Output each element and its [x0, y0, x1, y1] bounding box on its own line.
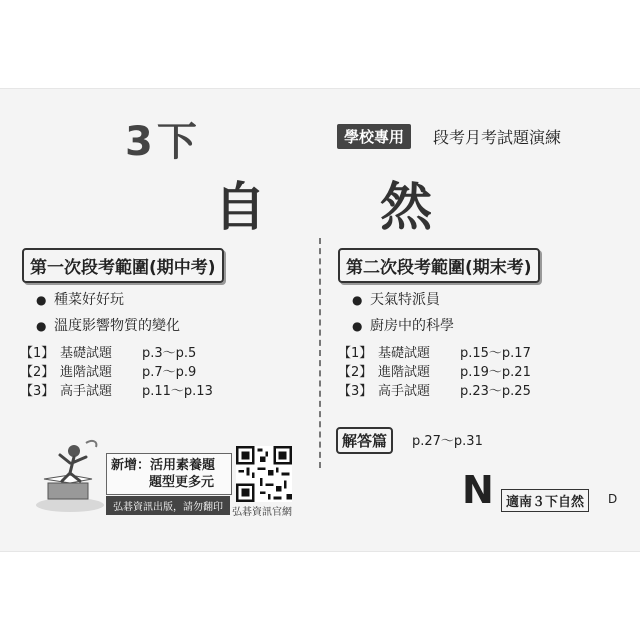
test-pages: p.11～p.13: [142, 384, 213, 399]
second-exam-range-title: 第二次段考範圍(期末考): [338, 248, 540, 283]
test-name: 進階試題: [378, 365, 431, 380]
promo-line-2: 題型更多元: [149, 475, 215, 490]
topic-label: 溫度影響物質的變化: [54, 318, 180, 334]
test-row: [338, 361, 531, 380]
bullet-icon: ●: [36, 293, 47, 307]
badge-subtitle: 段考月考試題演練: [433, 128, 562, 147]
promo-box: [106, 453, 232, 495]
qr-caption: 弘碁資訊官網: [232, 507, 292, 518]
test-name: 基礎試題: [378, 346, 431, 361]
bullet-icon: ●: [36, 319, 47, 333]
test-row: [20, 361, 196, 380]
test-pages: p.19～p.21: [460, 365, 531, 380]
test-row: [338, 342, 531, 361]
test-pages: p.15～p.17: [460, 346, 531, 361]
edition-label: 適南３下自然: [501, 489, 589, 512]
test-row: [20, 380, 213, 399]
answers-pages: p.27～p.31: [412, 434, 483, 449]
test-name: 進階試題: [60, 365, 113, 380]
subject-title-char-2: 然: [380, 177, 433, 238]
test-tag: 【2】: [338, 365, 373, 380]
publisher-notice: 弘碁資訊出版，請勿翻印: [106, 496, 230, 515]
test-tag: 【1】: [338, 346, 373, 361]
test-row: [20, 342, 196, 361]
reading-figure-icon: [30, 435, 110, 515]
topic-item: [352, 289, 440, 309]
topic-item: [352, 315, 454, 335]
test-tag: 【1】: [20, 346, 55, 361]
bullet-icon: ●: [352, 319, 363, 333]
edition-letter: N: [462, 468, 494, 512]
edition-suffix: D: [608, 492, 618, 506]
test-name: 高手試題: [378, 384, 431, 399]
test-name: 高手試題: [60, 384, 113, 399]
subject-title-char-1: 自: [214, 177, 267, 238]
promo-line-1: 新增：活用素養題: [111, 458, 216, 473]
topic-item: [36, 289, 124, 309]
test-pages: p.7～p.9: [142, 365, 197, 380]
test-name: 基礎試題: [60, 346, 113, 361]
qr-code-icon[interactable]: [236, 446, 292, 502]
topic-item: [36, 315, 180, 335]
test-row: [338, 380, 531, 399]
topic-label: 廚房中的科學: [370, 318, 454, 334]
test-tag: 【3】: [20, 384, 55, 399]
school-use-badge: 學校專用: [337, 124, 411, 149]
test-tag: 【3】: [338, 384, 373, 399]
test-tag: 【2】: [20, 365, 55, 380]
topic-label: 種菜好好玩: [54, 292, 124, 308]
test-pages: p.3～p.5: [142, 346, 197, 361]
column-divider: [319, 238, 321, 468]
bullet-icon: ●: [352, 293, 363, 307]
test-pages: p.23～p.25: [460, 384, 531, 399]
first-exam-range-title: 第一次段考範圍(期中考): [22, 248, 224, 283]
answers-section-label: 解答篇: [336, 427, 393, 454]
topic-label: 天氣特派員: [370, 292, 440, 308]
grade-label: 3下: [125, 119, 201, 165]
